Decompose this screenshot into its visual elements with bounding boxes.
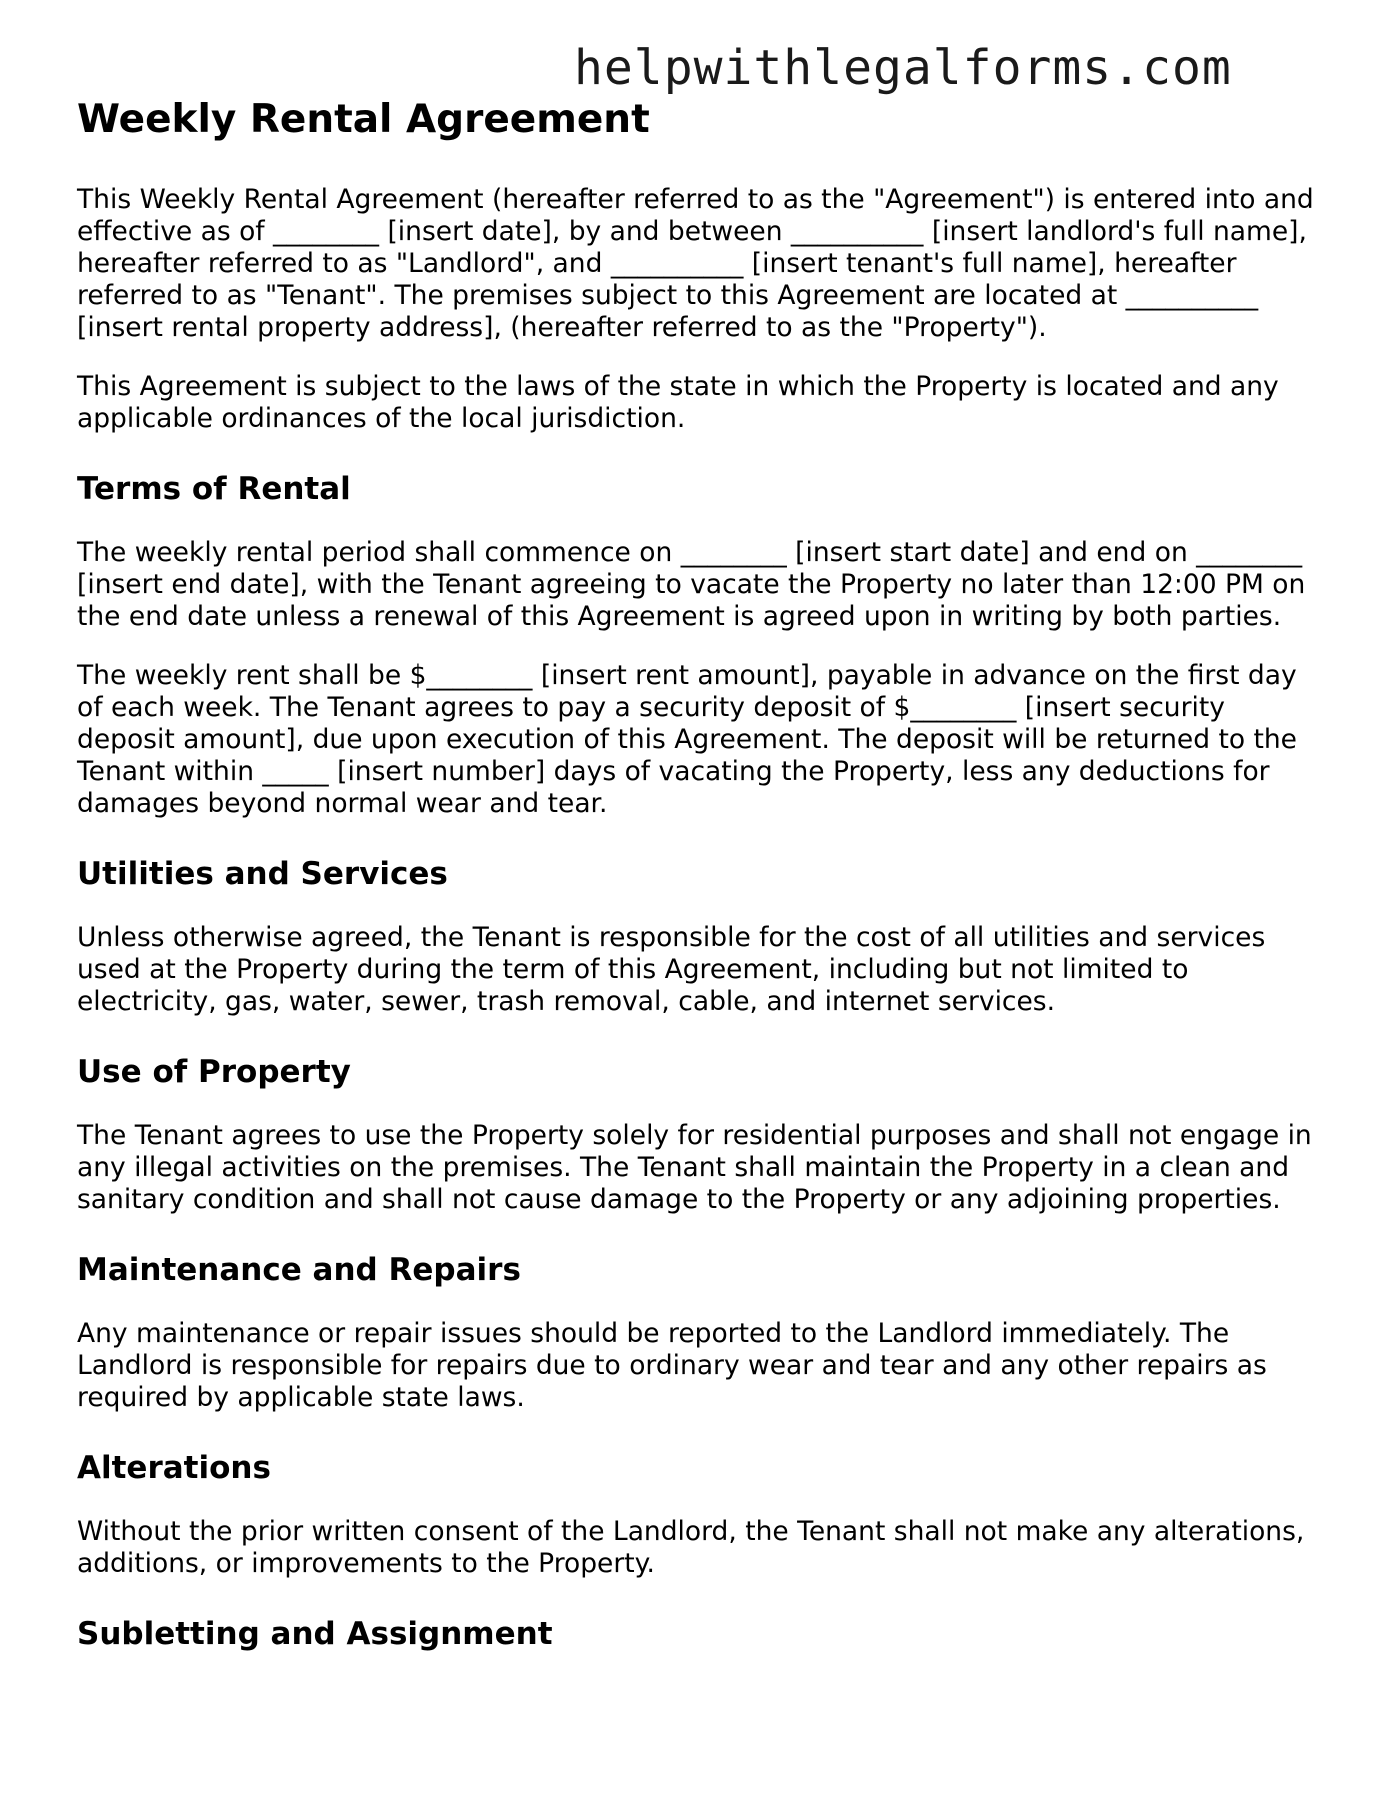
section-paragraph: The weekly rental period shall commence on ________ [insert start date] and end on ________ [insert end date], with the Tenant agreeing to vacate the Property no later than 12:00 PM on the end date unless a renewal of this Agreement is agreed upon in writing by both parties.	[77, 537, 1306, 632]
section-paragraph: Any maintenance or repair issues should be reported to the Landlord immediately. The Landlord is responsible for repairs due to ordinary wear and tear and any other repairs as required by applicable state laws.	[77, 1318, 1267, 1413]
document-title: Weekly Rental Agreement	[77, 97, 650, 142]
section-paragraph: Unless otherwise agreed, the Tenant is responsible for the cost of all utilities and services used at the Property during the term of this Agreement, including but not limited to electricity, gas, water, sewer, trash removal, cable, and internet services.	[77, 922, 1266, 1017]
section-heading-alterations: Alterations	[77, 1450, 271, 1486]
section-paragraph: The Tenant agrees to use the Property solely for residential purposes and shall not engage in any illegal activities on the premises. The Tenant shall maintain the Property in a clean and sanitary condition and shall not cause damage to the Property or any adjoining properties.	[77, 1120, 1312, 1215]
intro-paragraph: This Agreement is subject to the laws of the state in which the Property is located and any applicable ordinances of the local jurisdiction.	[77, 371, 1279, 434]
section-paragraph: Without the prior written consent of the Landlord, the Tenant shall not make any alterations, additions, or improvements to the Property.	[77, 1516, 1305, 1579]
document-page	[77, 96, 1322, 1682]
section-heading-use-of-property: Use of Property	[77, 1054, 351, 1090]
section-heading-maintenance-and-repairs: Maintenance and Repairs	[77, 1252, 521, 1288]
intro-paragraph: This Weekly Rental Agreement (hereafter referred to as the "Agreement") is entered into and effective as of ________ [insert date], by and between __________ [insert landlord's full name], hereafter referred to as "Landlord", and __________ [insert tenant's full name], hereafter referred to as "Tenant". The premises subject to this Agreement are located at __________ [insert rental property address], (hereafter referred to as the "Property").	[77, 184, 1314, 343]
section-heading-subletting-and-assignment: Subletting and Assignment	[77, 1616, 553, 1652]
section-paragraph: The weekly rent shall be $________ [insert rent amount], payable in advance on the first day of each week. The Tenant agrees to pay a security deposit of $________ [insert security deposit amount], due upon execution of this Agreement. The deposit will be returned to the Tenant within _____ [insert number] days of vacating the Property, less any deductions for damages beyond normal wear and tear.	[77, 660, 1297, 819]
section-heading-utilities-and-services: Utilities and Services	[77, 856, 448, 892]
section-heading-terms-of-rental: Terms of Rental	[77, 471, 351, 507]
site-watermark: helpwithlegalforms.com	[574, 40, 1232, 96]
